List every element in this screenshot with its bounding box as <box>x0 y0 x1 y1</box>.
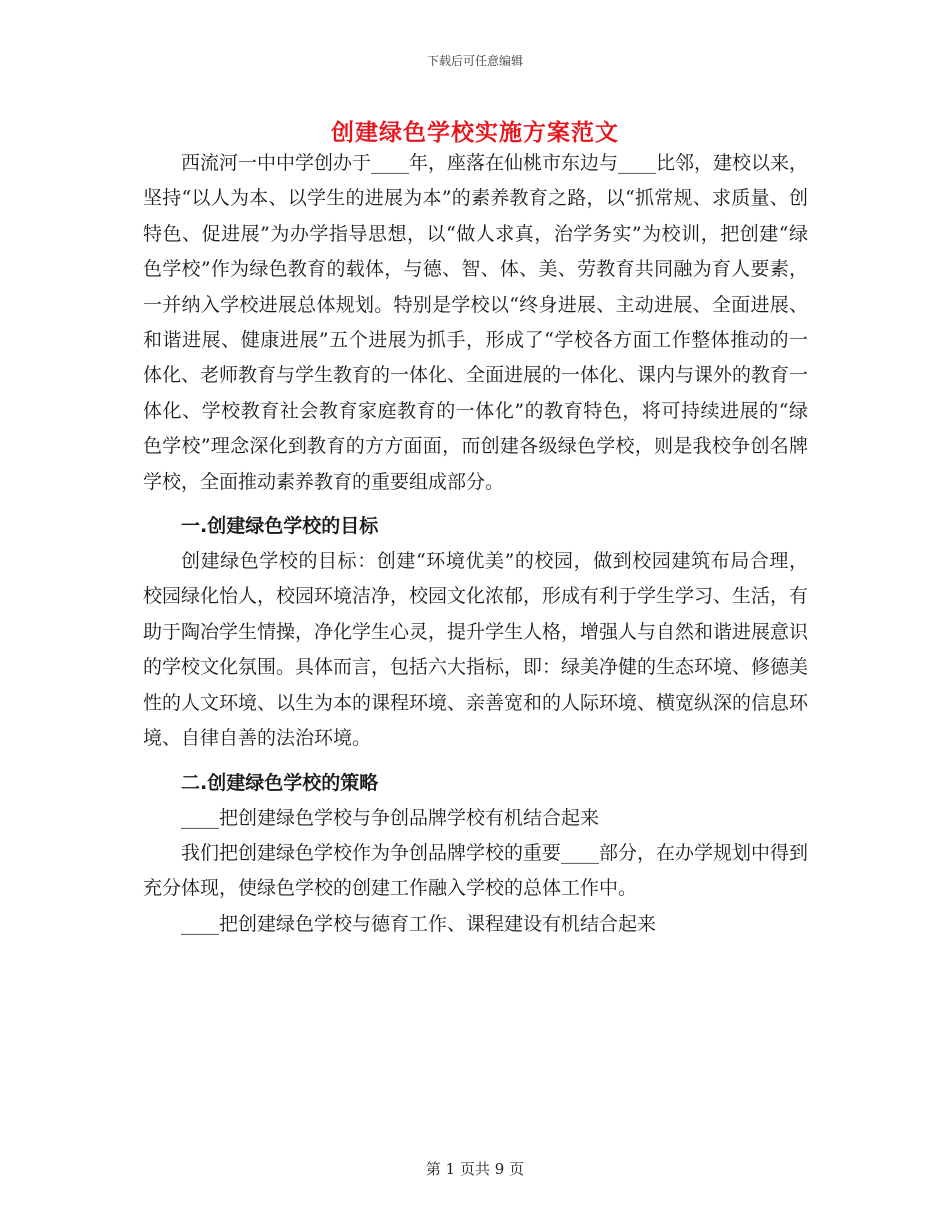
page-footer: 第 1 页共 9 页 <box>425 1160 525 1178</box>
strategy-paragraph: 我们把创建绿色学校作为争创品牌学校的重要____部分，在办学规划中得到充分体现，使绿色学校的创建工作融入学校的总体工作中。 <box>143 841 809 900</box>
section-heading-strategy: 二.创建绿色学校的策略 <box>181 771 379 794</box>
page-header-note: 下载后可任意编辑 <box>426 54 523 68</box>
intro-paragraph: 西流河一中中学创办于____年，座落在仙桃市东边与____比邻，建校以来，坚持“以人为本、以学生的进展为本”的素养教育之路，以“抓常规、求质量、创特色、促进展”为办学指导思想，以“做人求真，治学务实”为校训，把创建“绿色学校”作为绿色教育的载体，与德、智、体、美、劳教育共同融为育人要素，一并纳入学校进展总体规划。特别是学校以“终身进展、主动进展、全面进展、和谐进展、健康进展”五个进展为抓手，形成了“学校各方面工作整体推动的一体化、老师教育与学生教育的一体化、全面进展的一体化、课内与课外的教育一体化、学校教育社会教育家庭教育的一体化”的教育特色，将可持续进展的“绿色学校”理念深化到教育的方方面面，而创建各级绿色学校，则是我校争创名牌学校，全面推动素养教育的重要组成部分。 <box>143 152 809 493</box>
document-body <box>143 146 808 942</box>
goals-paragraph: 创建绿色学校的目标：创建“环境优美”的校园，做到校园建筑布局合理，校园绿化怡人，校园环境洁净，校园文化浓郁，形成有利于学生学习、生活，有助于陶冶学生情操，净化学生心灵，提升学生人格，增强人与自然和谐进展意识的学校文化氛围。具体而言，包括六大指标，即：绿美净健的生态环境、修德美性的人文环境、以生为本的课程环境、亲善宽和的人际环境、横宽纵深的信息环境、自律自善的法治环境。 <box>143 550 809 750</box>
document-title: 创建绿色学校实施方案范文 <box>331 119 619 146</box>
section-heading-goals: 一.创建绿色学校的目标 <box>181 515 379 538</box>
strategy-line-1: ____把创建绿色学校与争创品牌学校有机结合起来 <box>181 806 600 829</box>
strategy-line-2: ____把创建绿色学校与德育工作、课程建设有机结合起来 <box>181 912 657 935</box>
